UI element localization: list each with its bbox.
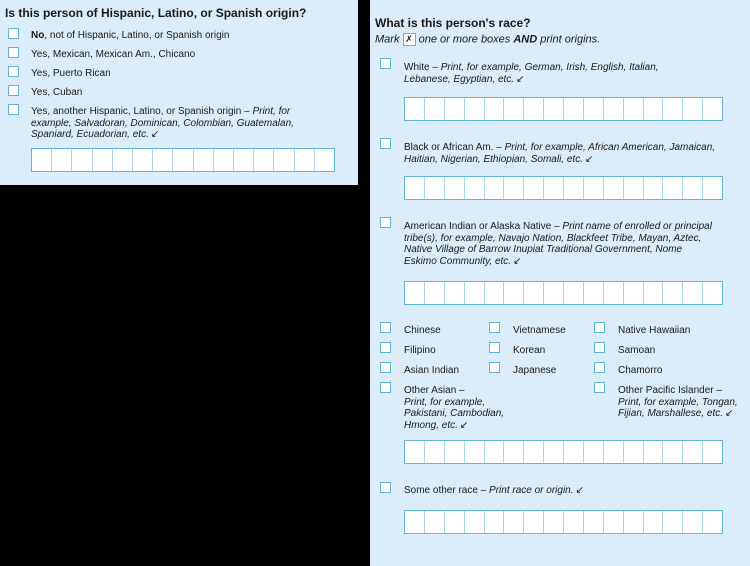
hispanic-puerto-rican-label: Yes, Puerto Rican xyxy=(31,68,111,79)
race-korean-label: Korean xyxy=(513,345,546,356)
race-white-label: White – Print, for example, German, Irish, English, Italian, Lebanese, Egyptian, etc. ↙ xyxy=(404,62,659,85)
hispanic-another-checkbox[interactable] xyxy=(8,104,19,115)
race-black-checkbox[interactable] xyxy=(380,138,391,149)
hispanic-cuban-label: Yes, Cuban xyxy=(31,87,83,98)
race-some-other-checkbox[interactable] xyxy=(380,482,391,493)
hispanic-question: Is this person of Hispanic, Latino, or Spanish origin? xyxy=(5,6,307,20)
race-samoan-label: Samoan xyxy=(618,345,656,356)
race-chinese-label: Chinese xyxy=(404,325,441,336)
race-asian-indian-checkbox[interactable] xyxy=(380,362,391,373)
race-panel xyxy=(370,0,750,566)
hispanic-cuban-checkbox[interactable] xyxy=(8,85,19,96)
race-other-asian-label: Other Asian – Print, for example, Pakistani, Cambodian, Hmong, etc. ↙ xyxy=(404,385,505,431)
race-filipino-label: Filipino xyxy=(404,345,436,356)
hispanic-puerto-rican-checkbox[interactable] xyxy=(8,66,19,77)
race-white-checkbox[interactable] xyxy=(380,58,391,69)
write-in-arrow-icon: ↙ xyxy=(513,255,522,267)
hispanic-write-in-field[interactable] xyxy=(31,148,335,172)
race-vietnamese-label: Vietnamese xyxy=(513,325,566,336)
race-native-hawaiian-label: Native Hawaiian xyxy=(618,325,691,336)
race-native-hawaiian-checkbox[interactable] xyxy=(594,322,605,333)
race-aian-label: American Indian or Alaska Native – Print name of enrolled or principal tribe(s), for example, Navajo Nation, Blackfeet Tribe, Mayan, Aztec, Native Village of Barrow Inupiat Traditional Government, Nome Eskimo Community, etc. ↙ xyxy=(404,221,712,267)
race-chamorro-label: Chamorro xyxy=(618,365,663,376)
race-chinese-checkbox[interactable] xyxy=(380,322,391,333)
race-other-asian-checkbox[interactable] xyxy=(380,382,391,393)
write-in-arrow-icon: ↙ xyxy=(584,153,594,165)
race-aian-write-in[interactable] xyxy=(404,281,723,305)
race-instruction: Mark ✗ one or more boxes AND print origins. xyxy=(375,33,601,46)
race-asian-pi-write-in[interactable] xyxy=(404,440,723,464)
mark-example-checkbox: ✗ xyxy=(403,33,416,46)
write-in-arrow-icon: ↙ xyxy=(459,419,469,431)
hispanic-another-label: Yes, another Hispanic, Latino, or Spanish origin – Print, for example, Salvadoran, Dominican, Colombian, Guatemalan, Spaniard, Ecuadorian, etc. ↙ xyxy=(31,106,294,140)
race-other-pi-label: Other Pacific Islander – Print, for example, Tongan, Fijian, Marshallese, etc. ↙ xyxy=(618,385,738,419)
write-in-arrow-icon: ↙ xyxy=(725,408,734,419)
hispanic-origin-panel xyxy=(0,0,358,185)
race-question: What is this person's race? xyxy=(375,16,531,30)
write-in-arrow-icon: ↙ xyxy=(575,485,584,496)
race-filipino-checkbox[interactable] xyxy=(380,342,391,353)
race-japanese-label: Japanese xyxy=(513,365,557,376)
race-black-write-in[interactable] xyxy=(404,176,723,200)
race-asian-indian-label: Asian Indian xyxy=(404,365,460,376)
race-black-label: Black or African Am. – Print, for example, African American, Jamaican, Haitian, Nigerian, Ethiopian, Somali, etc. ↙ xyxy=(404,142,716,165)
race-samoan-checkbox[interactable] xyxy=(594,342,605,353)
race-other-pi-checkbox[interactable] xyxy=(594,382,605,393)
write-in-arrow-icon: ↙ xyxy=(516,73,525,85)
hispanic-no-checkbox[interactable] xyxy=(8,28,19,39)
race-vietnamese-checkbox[interactable] xyxy=(489,322,500,333)
race-some-other-label: Some other race – Print race or origin. ↙ xyxy=(404,485,584,496)
race-japanese-checkbox[interactable] xyxy=(489,362,500,373)
hispanic-mexican-checkbox[interactable] xyxy=(8,47,19,58)
hispanic-no-label: No, not of Hispanic, Latino, or Spanish origin xyxy=(31,30,230,41)
race-korean-checkbox[interactable] xyxy=(489,342,500,353)
race-some-other-write-in[interactable] xyxy=(404,510,723,534)
race-white-write-in[interactable] xyxy=(404,97,723,121)
race-aian-checkbox[interactable] xyxy=(380,217,391,228)
write-in-arrow-icon: ↙ xyxy=(150,129,160,140)
hispanic-mexican-label: Yes, Mexican, Mexican Am., Chicano xyxy=(31,49,196,60)
race-chamorro-checkbox[interactable] xyxy=(594,362,605,373)
